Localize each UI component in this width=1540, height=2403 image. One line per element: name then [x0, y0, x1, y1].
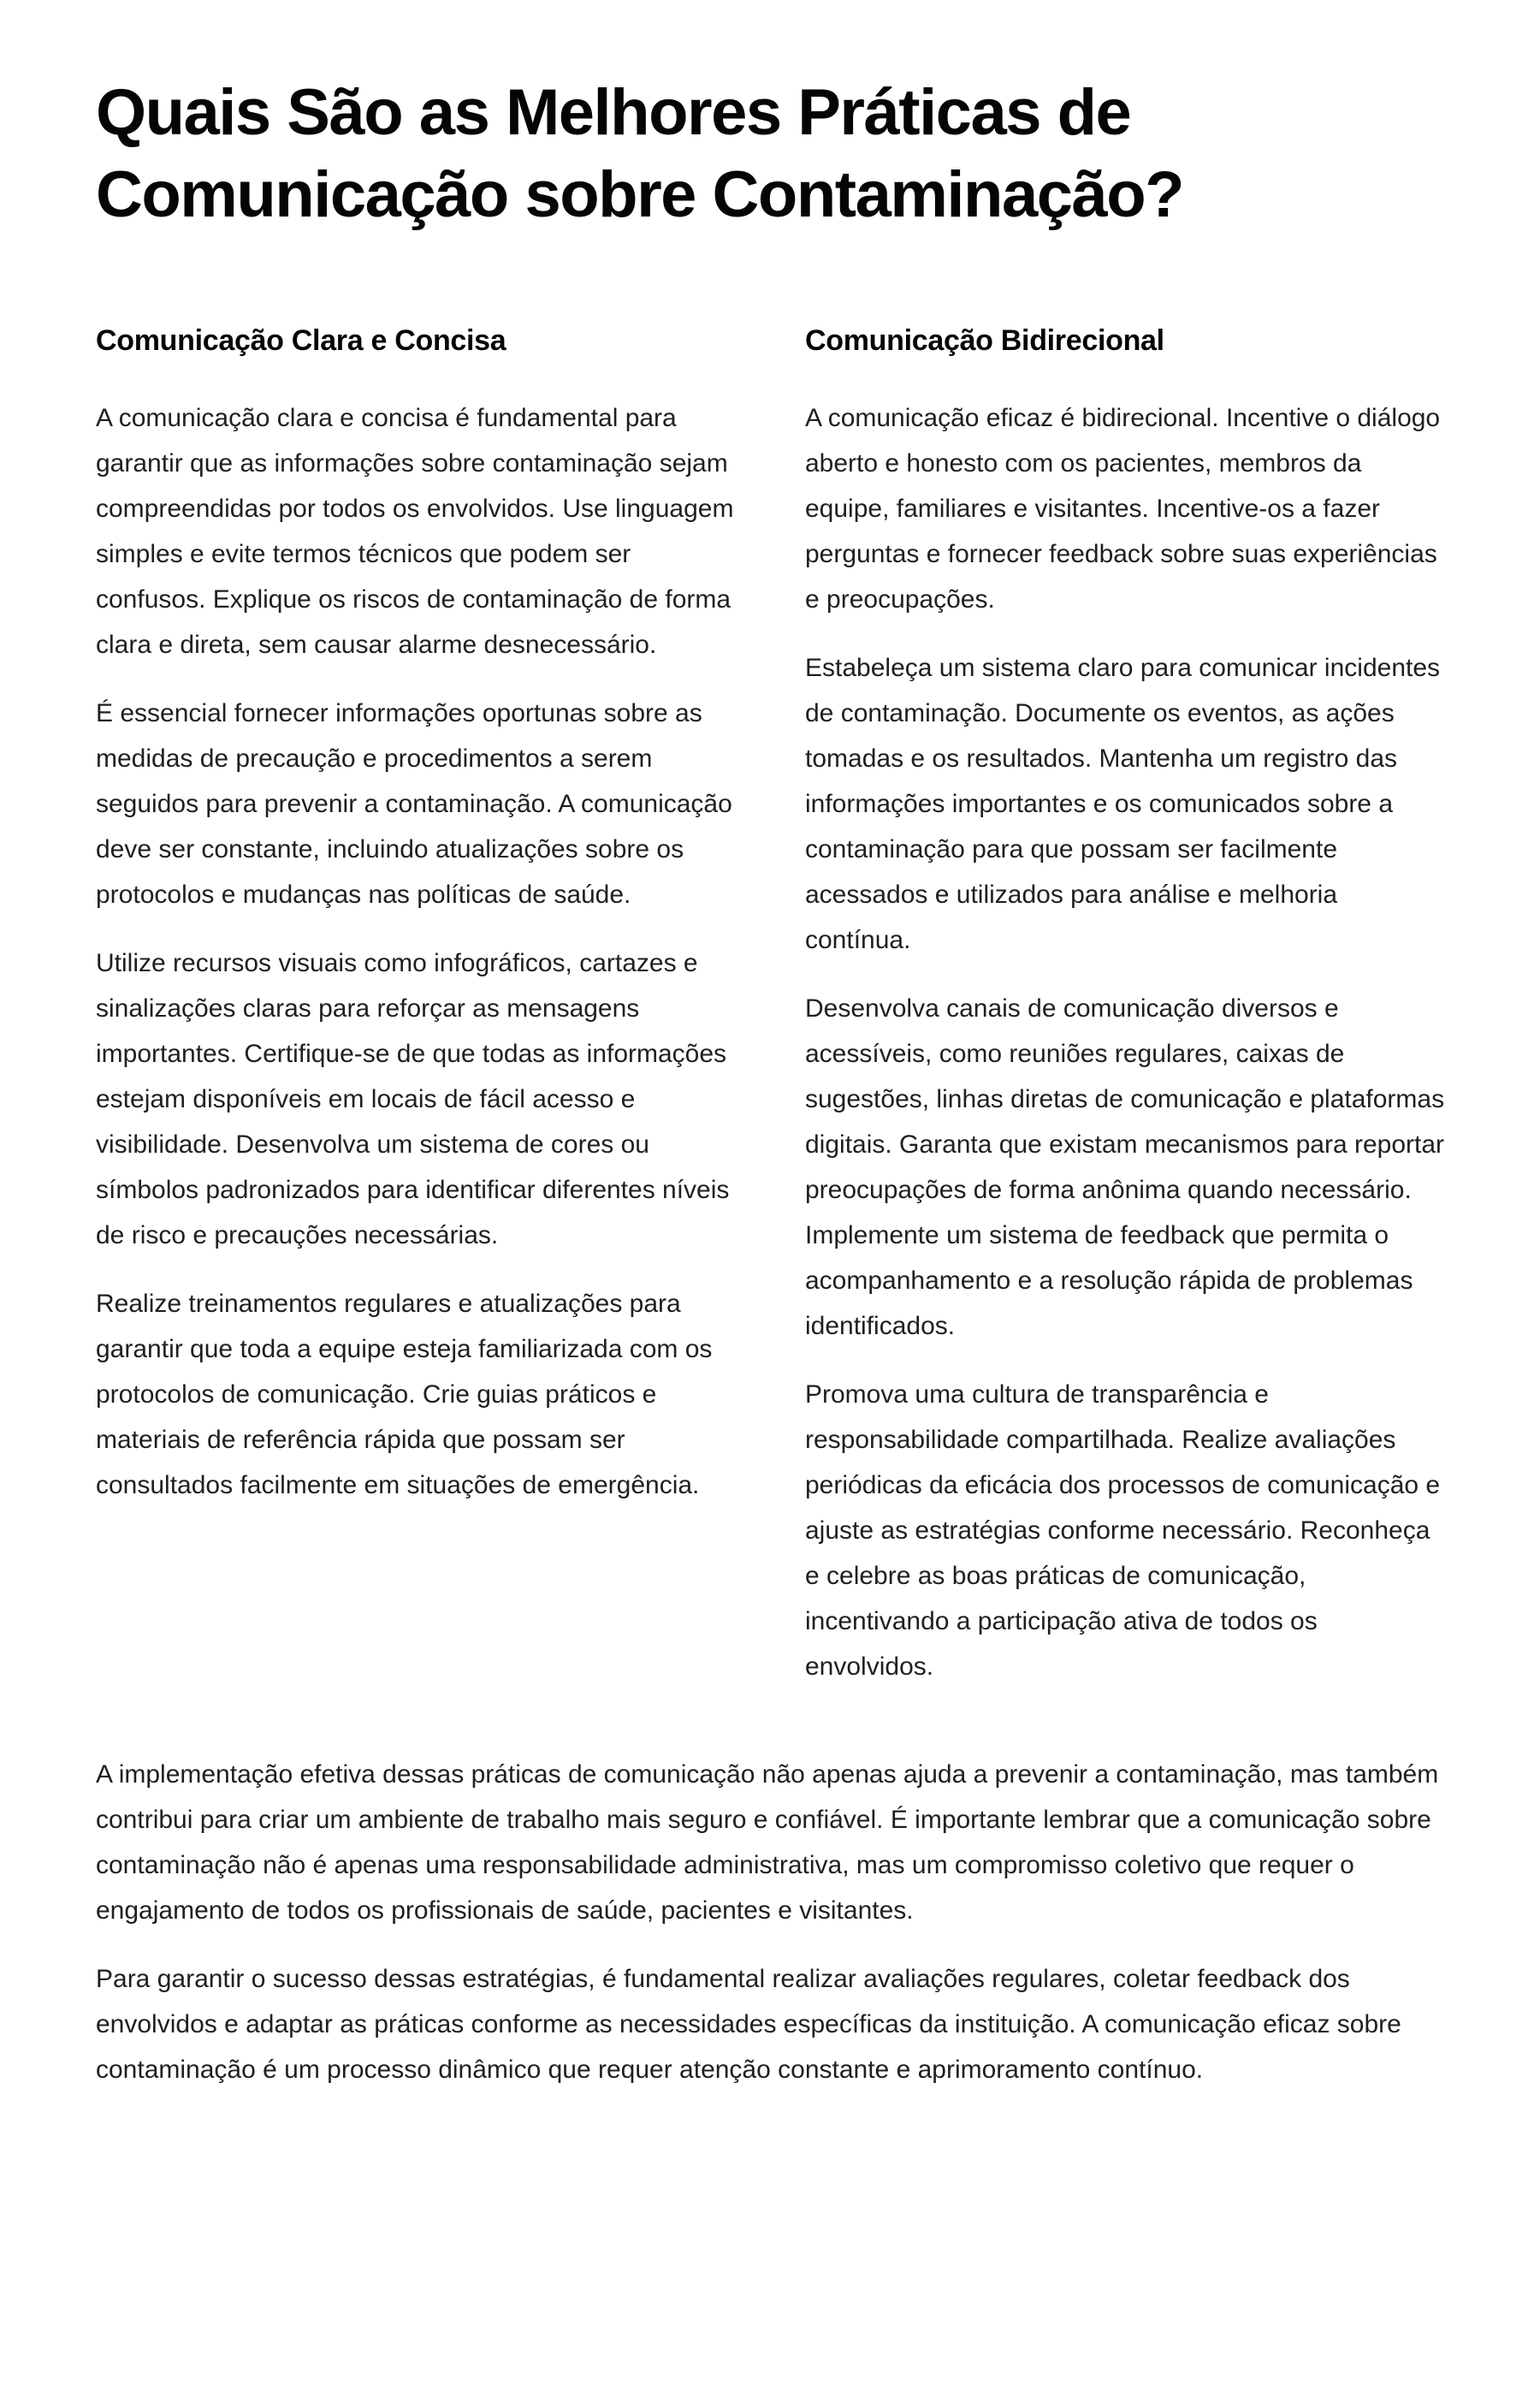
left-column-paragraph-4: Realize treinamentos regulares e atualizações para garantir que toda a equipe esteja familiarizada com os protocolos de comunicação. Crie guias práticos e materiais de referência rápida que possam ser consultados facilmente em situações de emergência. — [96, 1290, 713, 1499]
two-column-section — [96, 322, 1446, 1712]
closing-section — [96, 1752, 1446, 2092]
closing-paragraph-1: A implementação efetiva dessas práticas de comunicação não apenas ajuda a prevenir a contaminação, mas também contribui para criar um ambiente de trabalho mais seguro e confiável. É importante lembrar que a comunicação sobre contaminação não é apenas uma responsabilidade administrativa, mas um compromisso coletivo que requer o engajamento de todos os profissionais de saúde, pacientes e visitantes. — [96, 1760, 1439, 1925]
column-left — [96, 322, 737, 1531]
right-column-paragraph-4: Promova uma cultura de transparência e responsabilidade compartilhada. Realize avaliações periódicas da eficácia dos processos de comunicação e ajuste as estratégias conforme necessário. Reconheça e celebre as boas práticas de comunicação, incentivando a participação ativa de todos os envolvidos. — [805, 1380, 1441, 1681]
left-column-paragraph-3: Utilize recursos visuais como infográficos, cartazes e sinalizações claras para reforçar as mensagens importantes. Certifique-se de que todas as informações estejam disponíveis em locais de fácil acesso e visibilidade. Desenvolva um sistema de cores ou símbolos padronizados para identificar diferentes níveis de risco e precauções necessárias. — [96, 949, 730, 1249]
right-column-paragraph-2: Estabeleça um sistema claro para comunicar incidentes de contaminação. Documente os eventos, as ações tomadas e os resultados. Mantenha um registro das informações importantes e os comunicados sobre a contaminação para que possam ser facilmente acessados e utilizados para análise e melhoria contínua. — [805, 654, 1441, 954]
left-column-paragraph-2: É essencial fornecer informações oportunas sobre as medidas de precaução e procedimentos a serem seguidos para prevenir a contaminação. A comunicação deve ser constante, incluindo atualizações sobre os protocolos e mudanças nas políticas de saúde. — [96, 699, 732, 909]
closing-paragraph-2: Para garantir o sucesso dessas estratégias, é fundamental realizar avaliações regulares, coletar feedback dos envolvidos e adaptar as práticas conforme as necessidades específicas da instituição. A comunicação eficaz sobre contaminação é um processo dinâmico que requer atenção constante e aprimoramento contínuo. — [96, 1965, 1401, 2084]
column-right — [805, 322, 1446, 1712]
page-title: Quais São as Melhores Práticas de Comunicação sobre Contaminação? — [96, 76, 1184, 231]
right-column-paragraph-3: Desenvolva canais de comunicação diversos e acessíveis, como reuniões regulares, caixas de sugestões, linhas diretas de comunicação e plataformas digitais. Garanta que existam mecanismos para reportar preocupações de forma anônima quando necessário. Implemente um sistema de feedback que permita o acompanhamento e a resolução rápida de problemas identificados. — [805, 994, 1445, 1340]
right-column-paragraph-1: A comunicação eficaz é bidirecional. Incentive o diálogo aberto e honesto com os pacientes, membros da equipe, familiares e visitantes. Incentive-os a fazer perguntas e fornecer feedback sobre suas experiências e preocupações. — [805, 404, 1441, 614]
left-column-paragraph-1: A comunicação clara e concisa é fundamental para garantir que as informações sobre contaminação sejam compreendidas por todos os envolvidos. Use linguagem simples e evite termos técnicos que podem ser confusos. Explique os riscos de contaminação de forma clara e direta, sem causar alarme desnecessário. — [96, 404, 734, 659]
left-column-heading: Comunicação Clara e Concisa — [96, 324, 506, 357]
right-column-heading: Comunicação Bidirecional — [805, 324, 1164, 357]
